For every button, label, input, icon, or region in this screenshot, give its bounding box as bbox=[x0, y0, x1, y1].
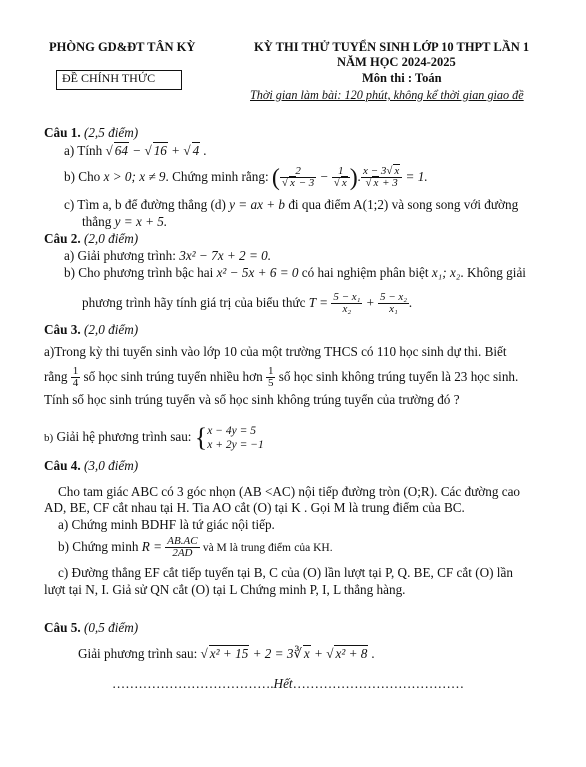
q3-fraction-fifth: $\frac{1}{5}$ bbox=[267, 364, 274, 390]
q1-c-line2 bbox=[82, 214, 167, 231]
q2-b-line2-text: phương trình hãy tính giá trị của biểu thức bbox=[82, 295, 306, 310]
department-name: PHÒNG GD&ĐT TÂN KỲ bbox=[49, 40, 196, 54]
q3-b-text: Giải hệ phương trình sau: bbox=[56, 429, 192, 444]
q4-c-line2: lượt tại N, I. Giả sử QN cắt (O) tại L Chứng minh P, I, L thẳng hàng. bbox=[44, 582, 406, 597]
q3-points: (2,0 điểm) bbox=[83, 322, 139, 337]
q1-c-text-b: đi qua điểm A(1;2) và song song với đường bbox=[288, 197, 519, 212]
exam-duration: Thời gian làm bài: 120 phút, không kể thời gian giao đề bbox=[250, 88, 524, 102]
q2-heading bbox=[44, 231, 138, 248]
end-dots-right: ………………………………… bbox=[292, 676, 465, 691]
q3-b-prefix: b) bbox=[44, 432, 54, 444]
q3-label: Câu 3. bbox=[44, 322, 81, 337]
end-text: Hết bbox=[273, 676, 293, 691]
q2-b-expression: T = $\frac{\text{5 − x₁}}{\text{x₂}}$ + $\frac{\text{5 − x₂}}{\text{x₁}}$ . bbox=[308, 290, 413, 316]
q3-a-line3: Tính số học sinh trúng tuyển và số học sinh không trúng tuyển của trường đó ? bbox=[44, 392, 460, 407]
q4-b-suffix2: của KH. bbox=[294, 542, 333, 554]
q4-intro-line1: Cho tam giác ABC có 3 góc nhọn (AB <AC) nội tiếp đường tròn (O;R). Các đường cao bbox=[58, 484, 521, 499]
q5-line bbox=[78, 646, 375, 663]
end-dots-left: ………………………………. bbox=[112, 676, 274, 691]
q5-equation: √ x² + 15 + 2 = 3∛ x + √ x² + 8 . bbox=[200, 646, 375, 661]
q2-a-text: a) Giải phương trình: bbox=[64, 248, 176, 263]
q1-c-line2-text: thẳng bbox=[82, 214, 112, 229]
q3-heading bbox=[44, 322, 138, 339]
q3-a-line1: a)Trong kỳ thi tuyển sinh vào lớp 10 của một trường THCS có 110 học sinh dự thi. Biết bbox=[44, 344, 507, 359]
q1-points: (2,5 điểm) bbox=[83, 125, 139, 140]
q1-label: Câu 1. bbox=[44, 125, 81, 140]
q1-heading bbox=[44, 125, 138, 142]
q4-a: a) Chứng minh BDHF là tứ giác nội tiếp. bbox=[58, 517, 275, 532]
q2-a-equation: 3x² − 7x + 2 = 0. bbox=[179, 248, 272, 263]
q4-b bbox=[58, 530, 333, 564]
q1-b-expression: ( $\frac{2}{√ x - 3}$ − $\frac{1}{√ x}$ ). $\frac{x - 3√ x}{√ x + 3}$ = 1. bbox=[271, 164, 428, 191]
q3-b bbox=[44, 420, 264, 454]
q5-text: Giải phương trình sau: bbox=[78, 646, 198, 661]
q2-a bbox=[64, 248, 271, 265]
q2-b-text1: b) Cho phương trình bậc hai bbox=[64, 265, 214, 280]
q4-b-formula: R = $\frac{AB.AC}{2AD}$ bbox=[141, 534, 198, 560]
q5-label: Câu 5. bbox=[44, 620, 81, 635]
official-label: ĐỀ CHÍNH THỨC bbox=[62, 71, 156, 85]
q3-a-text-b: số học sinh trúng tuyển nhiều hơn bbox=[83, 369, 263, 384]
system-brace: { bbox=[194, 422, 208, 452]
q1-b-condition: x > 0; x ≠ 9 bbox=[103, 169, 166, 184]
q4-c-line1: c) Đường thẳng EF cắt tiếp tuyến tại B, C của (O) lần lượt tại P, Q. BE, CF cắt (O) lần bbox=[58, 565, 513, 580]
q1-b-text: . Chứng minh rằng: bbox=[165, 169, 269, 184]
q1-c-line1 bbox=[64, 197, 518, 214]
q1-a-expression: √ 64 − √ 16 + √ 4 . bbox=[105, 143, 207, 158]
q1-a bbox=[64, 143, 207, 160]
school-year: NĂM HỌC 2024-2025 bbox=[337, 55, 456, 69]
q3-system-eq2: x + 2y = −1 bbox=[207, 438, 264, 451]
q3-a-line2 bbox=[44, 360, 518, 394]
q2-label: Câu 2. bbox=[44, 231, 81, 246]
q3-system bbox=[207, 424, 264, 453]
subject: Môn thi : Toán bbox=[362, 71, 442, 85]
q3-a-text-c: số học sinh không trúng tuyển là 23 học sinh. bbox=[278, 369, 519, 384]
q4-intro-line2: AD, BE, CF cắt nhau tại H. Tia AO cắt (O) tại K . Gọi M là trung điểm của BC. bbox=[44, 500, 465, 515]
q4-b-suffix: và M là trung điểm bbox=[202, 542, 291, 554]
q2-b-text3: . Không giải bbox=[460, 265, 526, 280]
q1-c-text: c) Tìm a, b để đường thẳng (d) bbox=[64, 197, 226, 212]
q3-a-text-a: rằng bbox=[44, 369, 68, 384]
q4-heading bbox=[44, 458, 138, 475]
q2-b-line2 bbox=[82, 285, 412, 321]
q5-points: (0,5 điểm) bbox=[83, 620, 139, 635]
q3-system-eq1: x − 4y = 5 bbox=[207, 424, 256, 437]
q4-label: Câu 4. bbox=[44, 458, 81, 473]
q4-b-prefix: b) Chứng minh bbox=[58, 539, 139, 554]
q2-b-equation: x² − 5x + 6 = 0 bbox=[216, 265, 299, 280]
exam-title: KỲ THI THỬ TUYỂN SINH LỚP 10 THPT LẦN 1 bbox=[254, 40, 530, 54]
q1-b bbox=[64, 161, 428, 193]
q2-b-line1 bbox=[64, 265, 526, 282]
q2-points: (2,0 điểm) bbox=[83, 231, 139, 246]
q5-heading bbox=[44, 620, 138, 637]
end-marker bbox=[112, 676, 464, 693]
q4-points: (3,0 điểm) bbox=[83, 458, 139, 473]
q1-b-prefix: b) Cho bbox=[64, 169, 101, 184]
q2-b-text2: có hai nghiệm phân biệt bbox=[301, 265, 429, 280]
q1-a-prefix: a) Tính bbox=[64, 143, 103, 158]
q1-c-equation2: y = x + 5. bbox=[114, 214, 168, 229]
q3-fraction-quarter: $\frac{1}{4}$ bbox=[72, 364, 79, 390]
q1-c-equation: y = ax + b bbox=[229, 197, 286, 212]
q2-b-roots: x₁; x₂ bbox=[431, 265, 461, 280]
